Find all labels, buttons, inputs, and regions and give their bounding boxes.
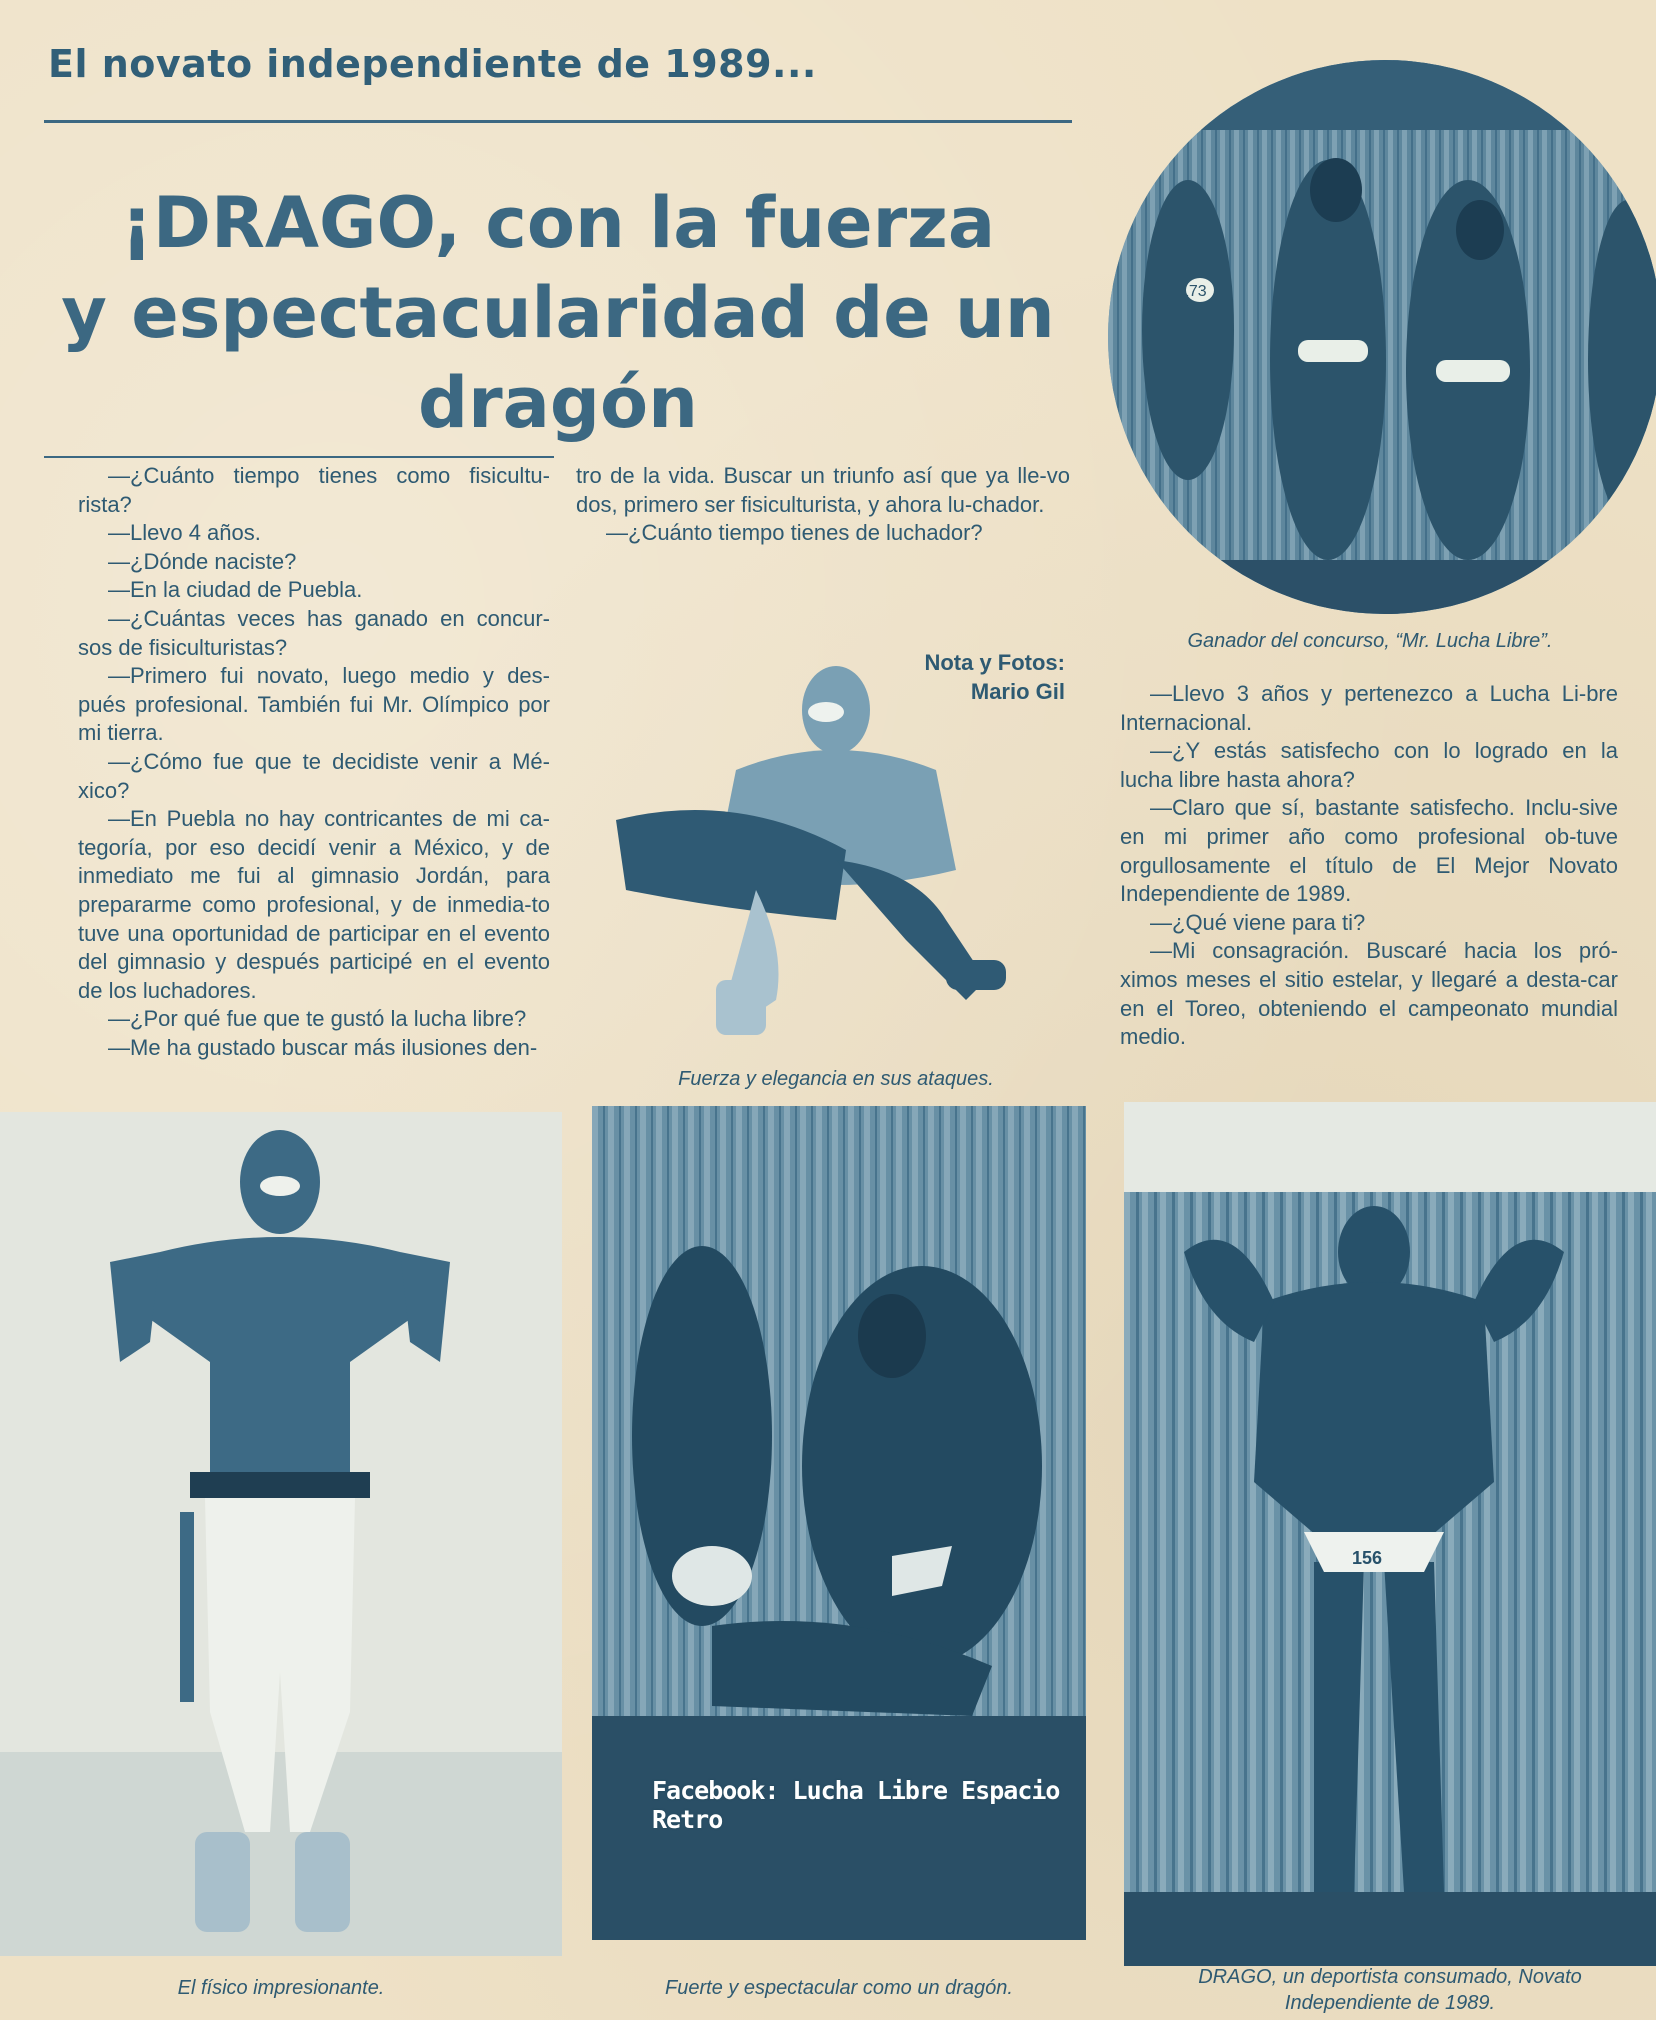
action-hold-image	[586, 620, 1086, 1040]
column1-paragraph: —¿Cuánto tiempo tienes como fisicultu-rista?	[78, 463, 550, 517]
column3-paragraph: —Llevo 3 años y pertenezco a Lucha Li-bre Internacional.	[1120, 681, 1618, 735]
column3-paragraph: —Claro que sí, bastante satisfecho. Inclu-sive en mi primer año como profesional ob-tuve orgullosamente el título de El Mejor Novato Independiente de 1989.	[1120, 795, 1618, 907]
headline-line-2: y espectacularidad de un	[61, 272, 1055, 354]
photo-physique	[0, 1112, 562, 1956]
body-rule	[44, 456, 554, 458]
headline	[38, 178, 1078, 448]
caption-bottom-right-line-1: DRAGO, un deportista consumado, Novato	[1198, 1966, 1582, 1988]
column2-paragraph: —¿Cuánto tiempo tienes de luchador?	[606, 520, 983, 546]
headline-line-1: ¡DRAGO, con la fuerza	[120, 182, 996, 264]
column1-paragraph: —Me ha gustado buscar más ilusiones den-	[108, 1034, 538, 1060]
top-rule	[44, 120, 1072, 123]
credit-line-1: Nota y Fotos:	[924, 650, 1065, 675]
double-biceps-image	[1124, 1102, 1656, 1966]
article-column-3	[1120, 680, 1618, 1052]
photo-wrestling-action	[586, 620, 1086, 1040]
column1-paragraph: —En la ciudad de Puebla.	[108, 577, 363, 603]
caption-bottom-middle: Fuerte y espectacular como un dragón.	[665, 1977, 1013, 1999]
caption-middle: Fuerza y elegancia en sus ataques.	[678, 1068, 994, 1090]
contestant-number-156: 156	[1352, 1548, 1383, 1568]
credit-line-2: Mario Gil	[970, 679, 1065, 704]
physique-image	[0, 1112, 562, 1956]
column3-paragraph: —¿Y estás satisfecho con lo logrado en la lucha libre hasta ahora?	[1120, 738, 1618, 792]
contest-stage-image	[1108, 60, 1656, 614]
column3-paragraph: —¿Qué viene para ti?	[1150, 909, 1366, 935]
column1-paragraph: —¿Dónde naciste?	[108, 548, 297, 574]
photo-double-biceps	[1124, 1102, 1656, 1966]
contestant-number-173: 173	[1180, 283, 1207, 300]
column3-paragraph: —Mi consagración. Buscaré hacia los pró-ximos meses el sitio estelar, y llegaré a desta-car en el Toreo, obteniendo el campeonato mundial medio.	[1120, 938, 1618, 1050]
column2-paragraph: tro de la vida. Buscar un triunfo así que ya lle-vo dos, primero ser fisiculturista, y ahora lu-chador.	[576, 463, 1070, 517]
article-column-2	[576, 462, 1070, 548]
caption-bottom-right	[1124, 1964, 1656, 2016]
column1-paragraph: —En Puebla no hay contricantes de mi ca-tegoría, por eso decidí venir a México, y de inmediato me fui al gimnasio Jordán, para prepararme como profesional, y de inmedia-to tuve una oportunidad de participar en el evento del gimnasio y después participé en el evento de los luchadores.	[78, 806, 550, 1003]
article-column-1	[78, 462, 550, 1062]
column1-paragraph: —Primero fui novato, luego medio y des-pués profesional. También fui Mr. Olímpico por mi tierra.	[78, 663, 550, 746]
column1-paragraph: —¿Por qué fue que te gustó la lucha libre?	[108, 1006, 527, 1032]
facebook-watermark: Facebook: Lucha Libre Espacio Retro	[652, 1776, 1060, 1834]
caption-bottom-right-line-2: Independiente de 1989.	[1284, 1992, 1496, 2014]
column1-paragraph: —¿Cómo fue que te decidiste venir a Mé-xico?	[78, 748, 550, 803]
kicker: El novato independiente de 1989...	[48, 42, 817, 86]
circle-photo-contest	[1108, 60, 1656, 614]
column1-paragraph: —Llevo 4 años.	[108, 520, 261, 546]
column1-paragraph: —¿Cuántas veces has ganado en concur-sos de fisiculturistas?	[78, 605, 550, 660]
caption-bottom-left: El físico impresionante.	[177, 1977, 385, 1999]
caption-circle: Ganador del concurso, “Mr. Lucha Libre”.	[1187, 630, 1553, 652]
headline-line-3: dragón	[418, 362, 698, 444]
